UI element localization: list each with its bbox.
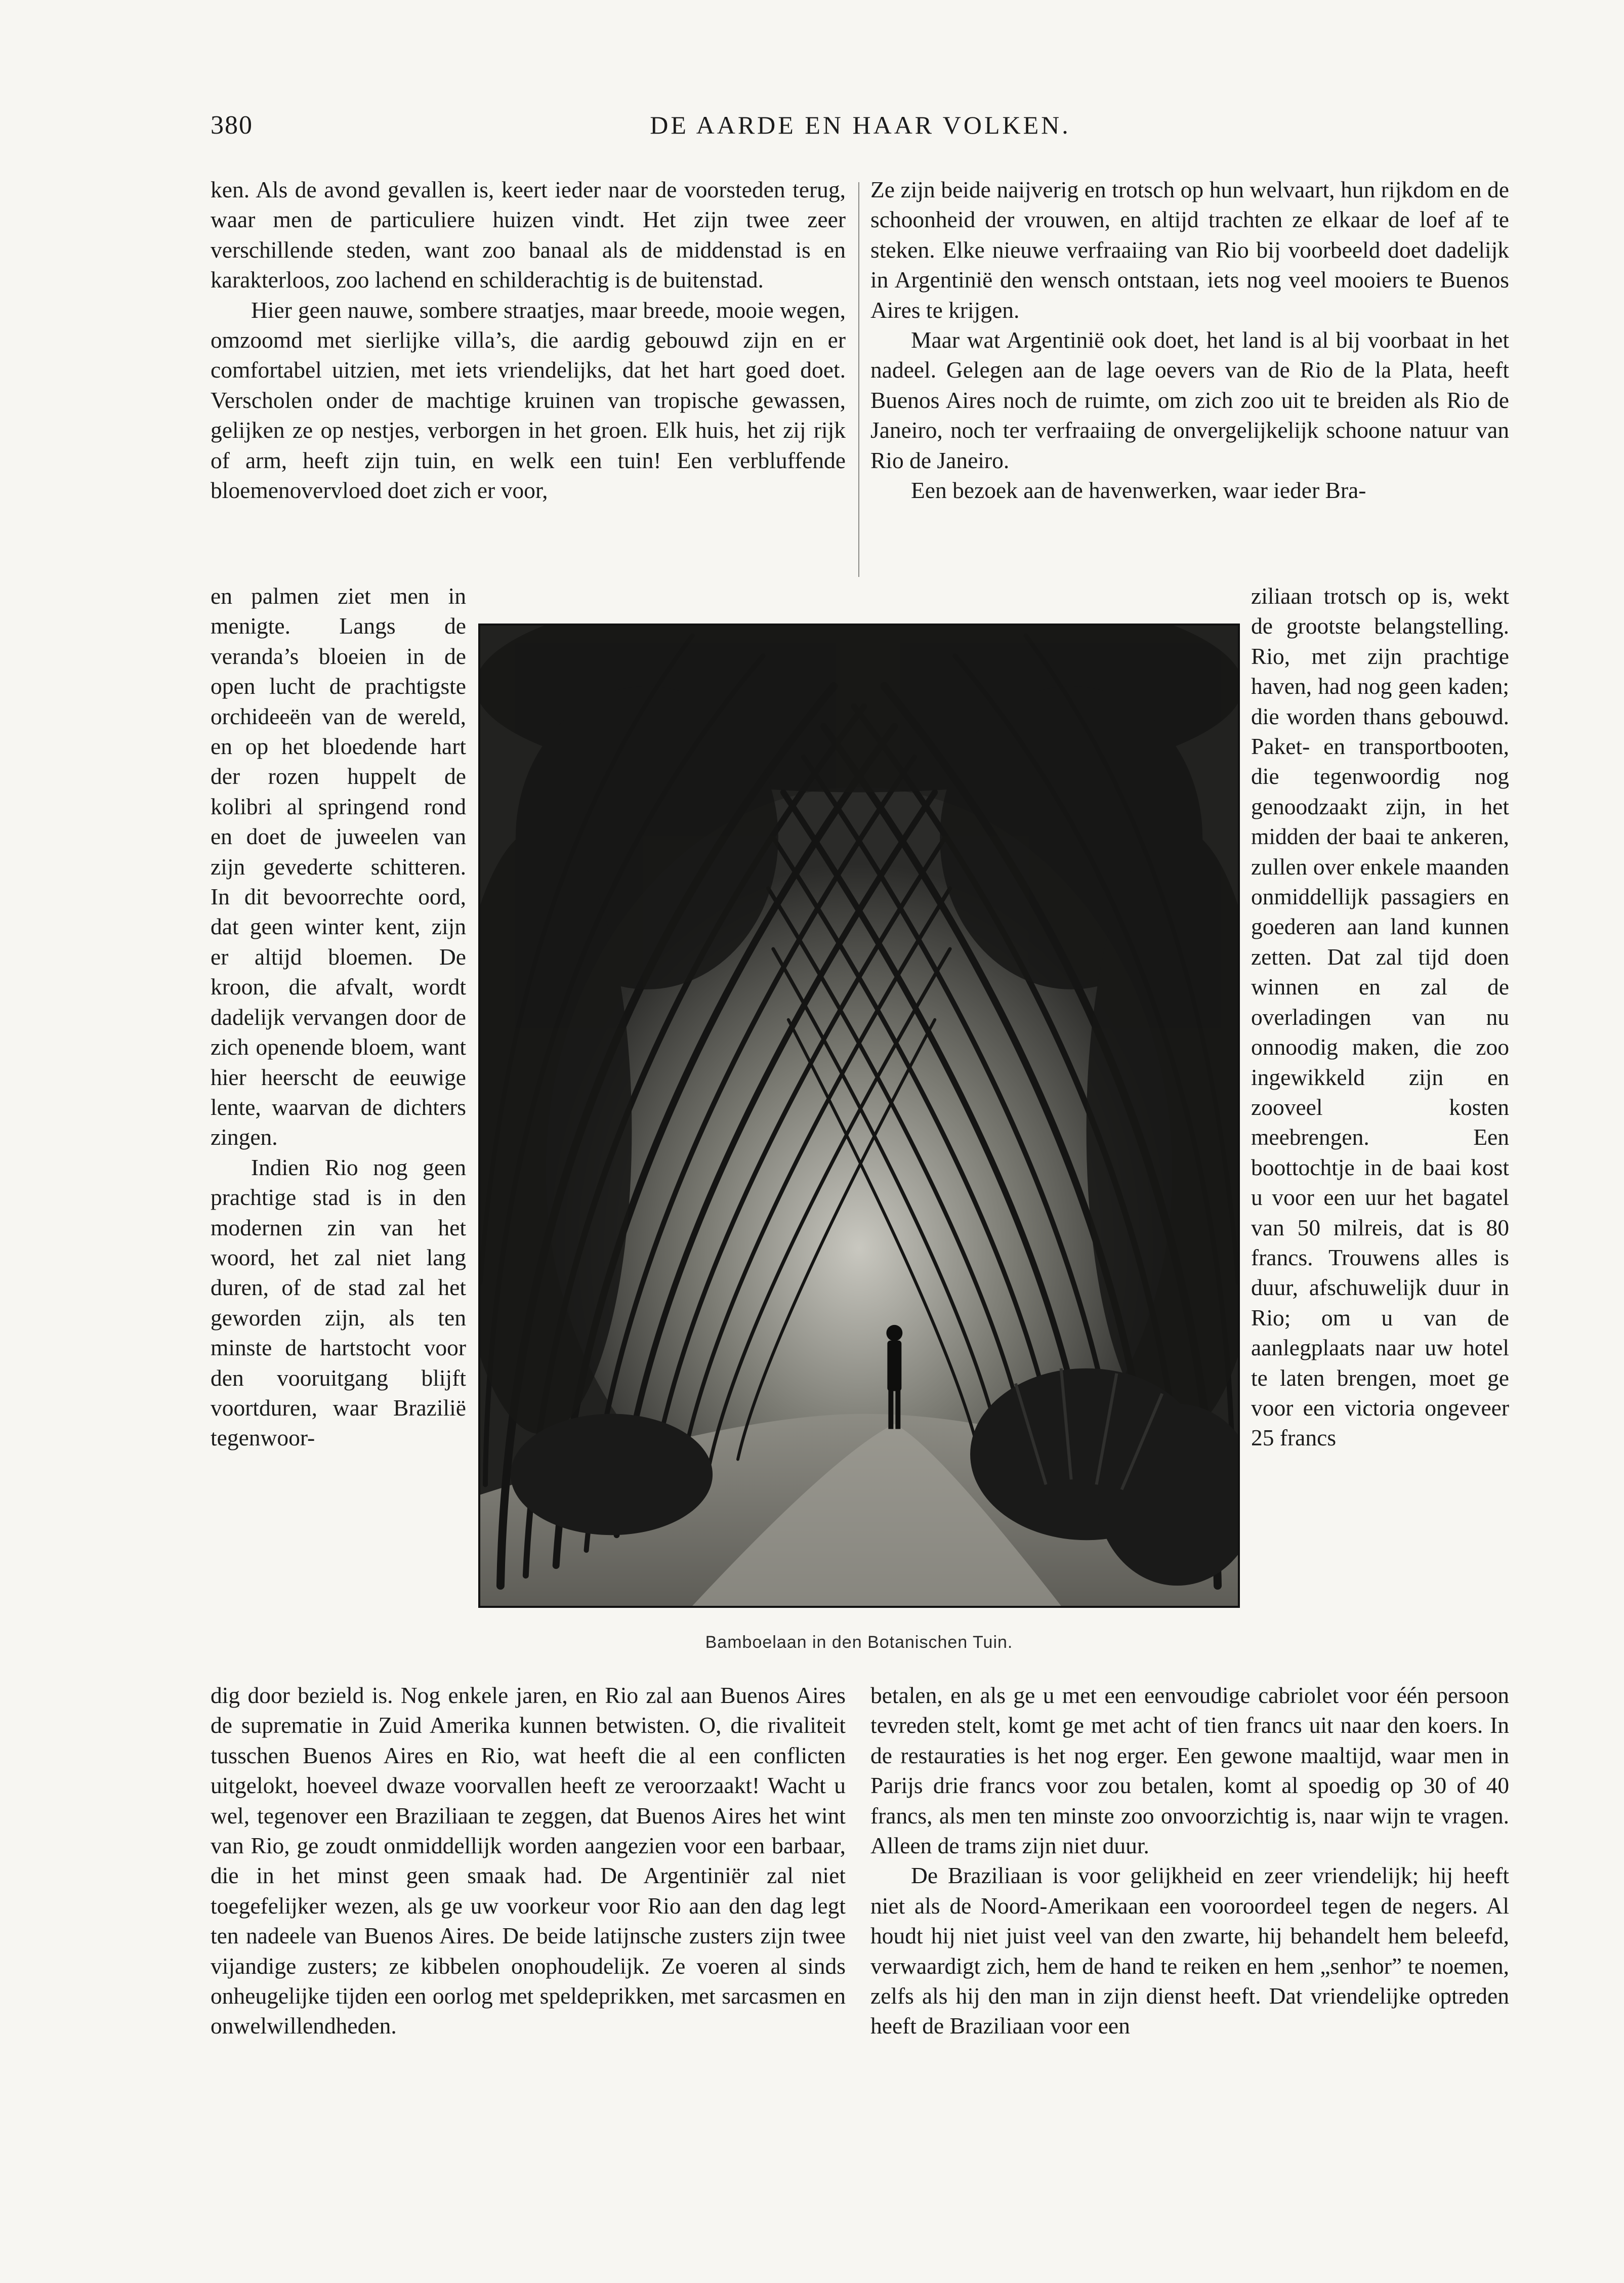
paragraph: Maar wat Argentinië ook doet, het land is al bij voorbaat in het nadeel. Gelegen aan de lage oevers van de Rio de la Plata, heeft Buenos Aires noch de ruimte, om zich zoo uit te breiden als Rio de Janeiro, noch ter verfraaiing de onvergelijkelijk schoone natuur van Rio de Janeiro. bbox=[870, 327, 1509, 473]
page-number: 380 bbox=[211, 111, 253, 140]
left-column-top bbox=[211, 175, 846, 505]
right-column-top bbox=[870, 175, 1509, 505]
paragraph: Ze zijn beide naijverig en trotsch op hun welvaart, hun rijkdom en de schoonheid der vrouwen, en altijd trachten ze elkaar de loef af te steken. Elke nieuwe verfraaiing van Rio bij voorbeeld doet dadelijk in Argentinië den wensch ontstaan, iets nog veel mooiers te Buenos Aires te krijgen. bbox=[870, 177, 1509, 323]
paragraph: De Braziliaan is voor gelijkheid en zeer vriendelijk; hij heeft niet als de Noord-Amerikaan een vooroordeel tegen de negers. Al houdt hij niet juist veel van den zwarte, hij behandelt hem beleefd, verwaardigt zich, hem de hand te reiken en hem „senhor” te noemen, zelfs als hij den man in zijn dienst heeft. Dat vriendelijke optreden heeft de Braziliaan voor een bbox=[870, 1862, 1509, 2039]
paragraph: en palmen ziet men in menigte. Langs de veranda’s bloeien in de open lucht de prachtigste orchideeën van de wereld, en op het bloedende hart der rozen huppelt de kolibri al springend rond en doet de juweelen van zijn gevederte schitteren. In dit bevoorrechte oord, dat geen winter kent, zijn er altijd bloemen. De kroon, die afvalt, wordt dadelijk vervangen door de zich openende bloem, want hier heerscht de eeuwige lente, waarvan de dichters zingen. bbox=[211, 583, 466, 1150]
paragraph: ken. Als de avond gevallen is, keert ieder naar de voorsteden terug, waar men de particuliere huizen vindt. Het zijn twee zeer verschillende steden, want zoo banaal als de middenstad is en karakterloos, zoo lachend en schilderachtig is de buitenstad. bbox=[211, 177, 846, 293]
column-rule bbox=[858, 182, 859, 577]
left-column-bottom bbox=[211, 1680, 846, 2041]
paragraph: Hier geen nauwe, sombere straatjes, maar breede, mooie wegen, omzoomd met sierlijke villa’s, die aardig gebouwd zijn en er comfortabel uitzien, met iets vriendelijks, dat het hart goed doet. Verscholen onder de machtige kruinen van tropische gewassen, gelijken ze op nestjes, verborgen in het groen. Elk huis, het zij rijk of arm, heeft zijn tuin, en welk een tuin! Een verbluffende bloemenovervloed doet zich er voor, bbox=[211, 297, 846, 504]
bamboo-photo-drawing bbox=[480, 626, 1238, 1606]
paragraph: Een bezoek aan de havenwerken, waar ieder Bra- bbox=[911, 477, 1366, 504]
right-column-bottom bbox=[870, 1680, 1509, 2041]
paragraph: betalen, en als ge u met een eenvoudige cabriolet voor één persoon tevreden stelt, komt ge met acht of tien francs uit naar den koers. In de restauraties is het nog erger. Een gewone maaltijd, waar men in Parijs drie francs voor zou betalen, komt al spoedig op 30 of 40 francs, als men ten minste zoo onvoorzichtig is, naar wijn te vragen. Alleen de trams zijn niet duur. bbox=[870, 1682, 1509, 1859]
left-column-wrap bbox=[211, 581, 466, 1453]
paragraph: dig door bezield is. Nog enkele jaren, en Rio zal aan Buenos Aires de suprematie in Zuid Amerika kunnen betwisten. O, die rivaliteit tusschen Buenos Aires en Rio, wat heeft die al een conflicten uitgelokt, hoeveel dwaze voorvallen heeft ze veroorzaakt! Wacht u wel, tegenover een Braziliaan te zeggen, dat Buenos Aires het wint van Rio, ge zoudt onmiddellijk worden aangezien voor een barbaar, die in het minst geen smaak had. De Argentiniër zal niet toegefelijker wezen, als ge uw voorkeur voor Rio aan den dag legt ten nadeele van Buenos Aires. De beide latijnsche zusters zijn twee vijandige zusters; ze kibbelen onophoudelijk. Ze voeren al sinds onheugelijke tijden een oorlog met speldeprikken, met sarcasmen en onwelwillendheden. bbox=[211, 1682, 846, 2039]
paragraph: Indien Rio nog geen prachtige stad is in den modernen zin van het woord, het zal niet lang duren, of de stad zal het geworden zijn, als ten minste de hartstocht voor den vooruitgang blijft voortduren, waar Brazilië tegenwoor- bbox=[211, 1154, 466, 1451]
paragraph: ziliaan trotsch op is, wekt de grootste belangstelling. Rio, met zijn prachtige haven, had nog geen kaden; die worden thans gebouwd. Paket- en transportbooten, die tegenwoordig nog genoodzaakt zijn, in het midden der baai te ankeren, zullen over enkele maanden onmiddellijk passagiers en goederen aan land kunnen zetten. Dat zal tijd doen winnen en zal de overladingen van nu onnoodig maken, die zoo ingewikkeld zijn en zooveel kosten meebrengen. Een boottochtje in de baai kost u voor een uur het bagatel van 50 milreis, dat is 80 francs. Trouwens alles is duur, afschuwelijk duur in Rio; om u van de aanlegplaats naar uw hotel te laten brengen, moet ge voor een victoria ongeveer 25 francs bbox=[1251, 583, 1509, 1451]
running-title: DE AARDE EN HAAR VOLKEN. bbox=[650, 111, 1071, 139]
figure-caption: Bamboelaan in den Botanischen Tuin. bbox=[705, 1633, 1013, 1652]
right-column-wrap bbox=[1251, 581, 1509, 1453]
bamboo-avenue-photo bbox=[478, 624, 1240, 1608]
